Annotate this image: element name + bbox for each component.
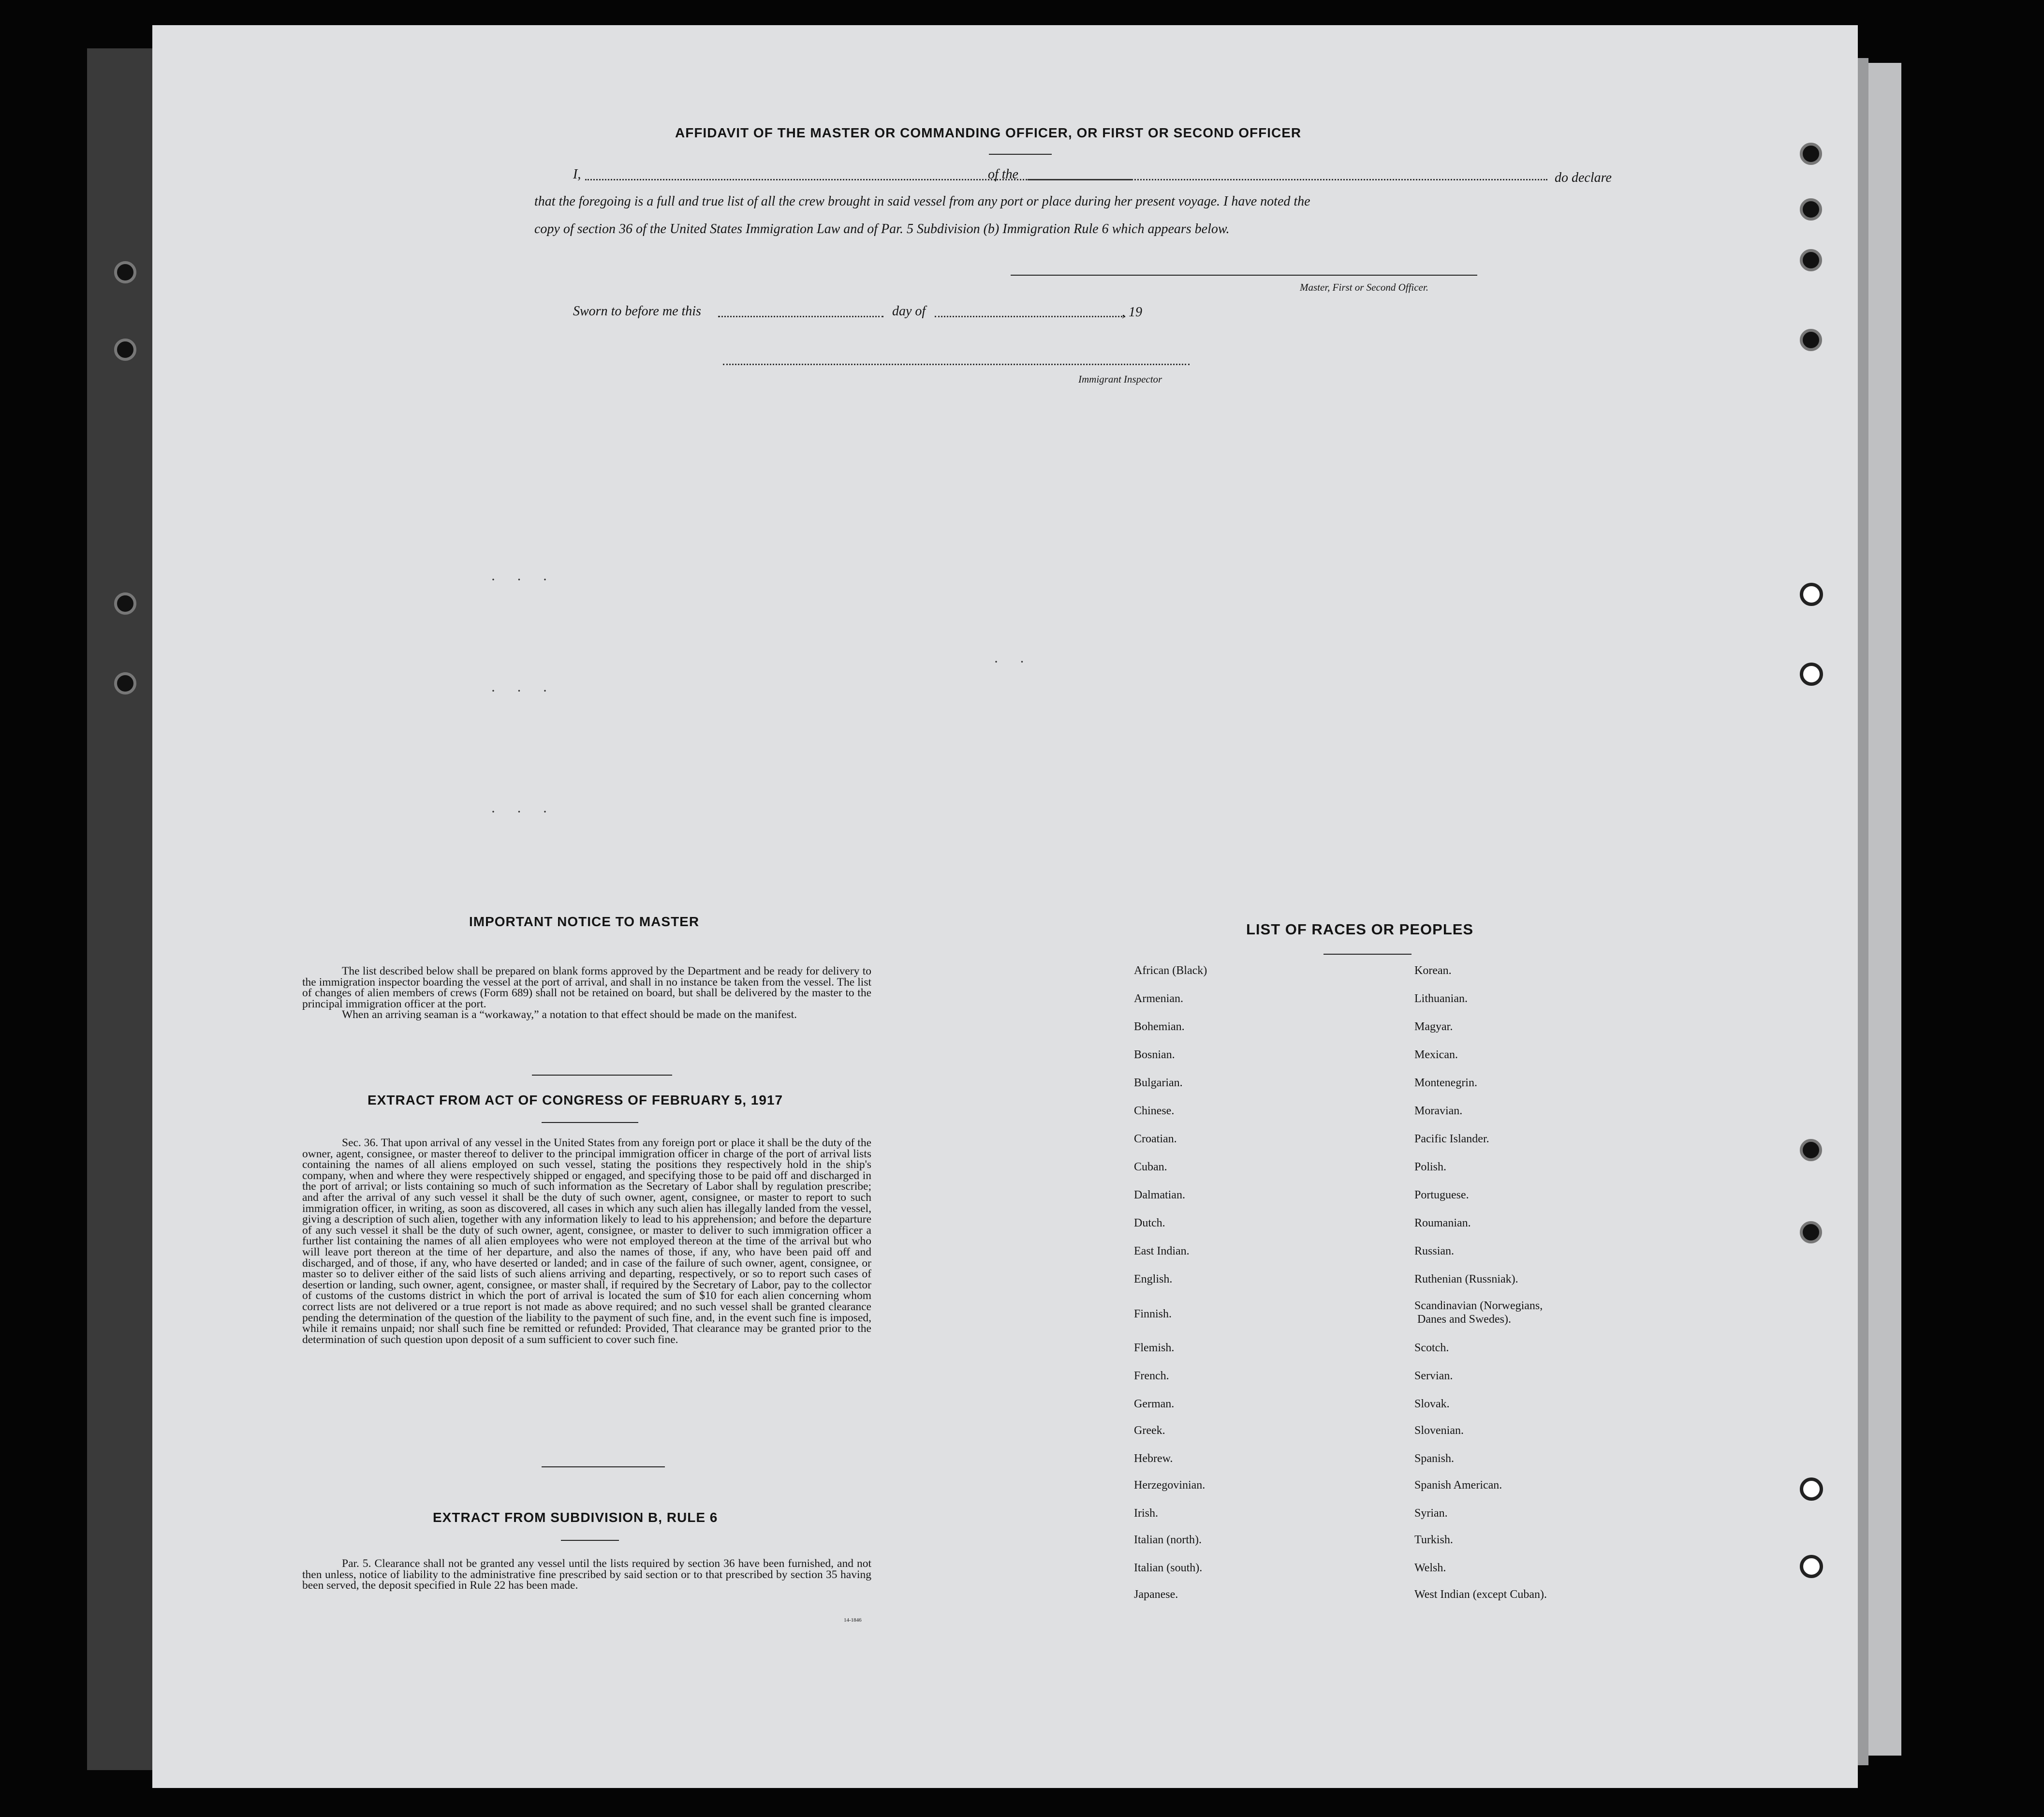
master-signature-line	[1011, 275, 1477, 276]
race-item: Syrian.	[1414, 1507, 1448, 1520]
year-label: , 19	[1122, 305, 1142, 320]
do-declare-label: do declare	[1555, 170, 1612, 185]
sworn-month-line	[935, 316, 1125, 317]
notice-paragraph-1: The list described below shall be prepared on blank forms approved by the Department and be ready for delivery to the immigration inspector boarding the vessel at the port of arrival, and shall in no instance be taken from the vessel. The list of changes of alien members of crews (Form 689) shall not be retained on board, but shall be delivered by the master to the principal immigration officer at the port.	[302, 965, 871, 1010]
race-item: Montenegrin.	[1414, 1077, 1477, 1089]
day-of-label: day of	[892, 304, 926, 319]
race-item: Spanish American.	[1414, 1479, 1502, 1492]
affiant-i-label: I,	[573, 167, 581, 182]
binder-hole	[1800, 1221, 1822, 1243]
race-item: Italian (south).	[1134, 1562, 1203, 1574]
race-item: Hebrew.	[1134, 1452, 1173, 1465]
race-item: Servian.	[1414, 1370, 1453, 1382]
race-item: Irish.	[1134, 1507, 1158, 1520]
race-item: Welsh.	[1414, 1562, 1446, 1574]
race-item: Scotch.	[1414, 1342, 1449, 1354]
binder-hole	[114, 672, 136, 694]
binder-hole	[114, 339, 136, 361]
race-item: Spanish.	[1414, 1452, 1455, 1465]
race-item-continued: Danes and Swedes).	[1417, 1313, 1511, 1326]
notice-title: IMPORTANT NOTICE TO MASTER	[469, 914, 700, 929]
act-extract-text	[302, 1137, 871, 1345]
race-item: Roumanian.	[1414, 1217, 1471, 1229]
binder-hole	[1800, 198, 1822, 221]
race-item: East Indian.	[1134, 1245, 1190, 1257]
race-item: Flemish.	[1134, 1342, 1175, 1354]
race-item: Moravian.	[1414, 1105, 1463, 1117]
sworn-label: Sworn to before me this	[573, 304, 701, 319]
title-underline	[989, 154, 1052, 155]
act-extract-title: EXTRACT FROM ACT OF CONGRESS OF FEBRUARY 5, 1917	[368, 1093, 783, 1108]
binder-hole	[1800, 1555, 1823, 1578]
affidavit-line-3: copy of section 36 of the United States Immigration Law and of Par. 5 Subdivision (b) Immigration Rule 6 which appears below.	[534, 222, 1230, 236]
race-item: Korean.	[1414, 964, 1452, 977]
binder-hole	[1800, 249, 1822, 271]
left-binder-strip	[87, 48, 152, 1770]
race-item: Pacific Islander.	[1414, 1133, 1489, 1145]
notice-text	[302, 966, 871, 1020]
bleed-dots: · · ·	[491, 804, 556, 820]
affidavit-line-2: that the foregoing is a full and true list of all the crew brought in said vessel from any port or place during her present voyage. I have noted the	[534, 194, 1310, 209]
binder-hole	[1800, 583, 1823, 606]
race-item: Dalmatian.	[1134, 1189, 1185, 1201]
race-item: Slovak.	[1414, 1398, 1450, 1410]
binder-hole	[114, 592, 136, 615]
race-item: Herzegovinian.	[1134, 1479, 1206, 1492]
rule-extract-title: EXTRACT FROM SUBDIVISION B, RULE 6	[433, 1510, 718, 1525]
affidavit-title: AFFIDAVIT OF THE MASTER OR COMMANDING OFFICER, OR FIRST OR SECOND OFFICER	[675, 125, 1302, 140]
race-item: Armenian.	[1134, 992, 1183, 1005]
binder-hole	[1800, 1477, 1823, 1501]
race-item: German.	[1134, 1398, 1175, 1410]
inspector-signature-line	[723, 364, 1190, 365]
race-item: Lithuanian.	[1414, 992, 1468, 1005]
rule-paragraph-5: Par. 5. Clearance shall not be granted any vessel until the lists required by section 36 have been furnished, and not then unless, notice of liability to the administrative fine prescribed by said section or to that prescribed by section 35 having been served, the deposit specified in Rule 22 has been made.	[302, 1557, 871, 1592]
race-item: Bulgarian.	[1134, 1077, 1183, 1089]
section-divider	[532, 1075, 672, 1076]
notice-paragraph-2: When an arriving seaman is a “workaway,” a notation to that effect should be made on the manifest.	[342, 1008, 797, 1021]
binder-hole	[1800, 663, 1823, 686]
bleed-dots: · ·	[994, 654, 1033, 670]
race-item: Polish.	[1414, 1161, 1447, 1173]
master-signature-label: Master, First or Second Officer.	[1300, 281, 1428, 293]
race-item: Italian (north).	[1134, 1534, 1202, 1546]
race-item: Greek.	[1134, 1424, 1165, 1437]
race-item: Turkish.	[1414, 1534, 1453, 1546]
binder-hole	[1800, 1139, 1822, 1161]
sworn-day-line	[718, 316, 883, 317]
rule-extract-text	[302, 1558, 871, 1591]
race-item: Slovenian.	[1414, 1424, 1464, 1437]
section-divider	[542, 1466, 665, 1467]
of-the-label: of the	[988, 167, 1018, 182]
page-shadow-right	[1858, 58, 1868, 1765]
race-item: Bohemian.	[1134, 1020, 1185, 1033]
act-section-36: Sec. 36. That upon arrival of any vessel in the United States from any foreign port or place it shall be the duty of the owner, agent, consignee, or master thereof to deliver to the principal immigration officer in charge of the port of arrival lists containing the names of all aliens employed on such vessel, stating the positions they respectively hold in the ship's company, when and where they were respectively shipped or engaged, and specifying those to be paid off and discharged in the port of arrival; or lists containing so much of such information as the Secretary of Labor shall by regulation prescribe; and after the arrival of any such vessel it shall be the duty of such owner, agent, consignee, or master to report to such immigration officer, in writing, as soon as discovered, all cases in which any such alien has illegally landed from the vessel, giving a description of such alien, together with any information likely to lead to his apprehension; and before the departure of any such vessel it shall be the duty of such owner, agent, consignee, or master to deliver to such immigration officer a further list containing the names of all alien employees who were not employed thereon at the time of the arrival but who will leave port thereon at the time of her departure, and also the names of those, if any, who have been paid off and discharged, and of those, if any, who have deserted or landed; and in case of the failure of such owner, agent, consignee, or master so to deliver either of the said lists of such aliens arriving and departing, respectively, or so to report such cases of desertion or landing, such owner, agent, consignee, or master shall, if required by the Secretary of Labor, pay to the collector of customs of the customs district in which the port of arrival is located the sum of $10 for each alien concerning whom correct lists are not delivered or a true report is not made as above required; and no such vessel shall be granted clearance pending the determination of the question of the liability to the payment of such fine, and, in the event such fine is imposed, while it remains unpaid; nor shall such fine be remitted or refunded: Provided, That clearance may be granted prior to the determination of such question upon deposit of a sum sufficient to cover such fine.	[302, 1137, 871, 1346]
races-title-underline	[1323, 954, 1412, 955]
race-item: West Indian (except Cuban).	[1414, 1588, 1547, 1601]
race-item: Croatian.	[1134, 1133, 1177, 1145]
race-item: Bosnian.	[1134, 1049, 1175, 1061]
form-number: 14-1846	[844, 1617, 862, 1623]
act-title-underline	[542, 1122, 638, 1123]
rule-title-underline	[561, 1540, 619, 1541]
race-item: Ruthenian (Russniak).	[1414, 1273, 1518, 1285]
binder-hole	[114, 261, 136, 283]
race-item: Chinese.	[1134, 1105, 1175, 1117]
race-item: Portuguese.	[1414, 1189, 1469, 1201]
binder-hole	[1800, 143, 1822, 165]
race-item: Finnish.	[1134, 1308, 1172, 1320]
binder-hole	[1800, 329, 1822, 351]
race-item: Japanese.	[1134, 1588, 1178, 1601]
race-item: Cuban.	[1134, 1161, 1167, 1173]
bleed-dots: · · ·	[491, 683, 556, 699]
races-title: LIST OF RACES OR PEOPLES	[1246, 921, 1474, 938]
inspector-label: Immigrant Inspector	[1078, 373, 1162, 385]
race-item: English.	[1134, 1273, 1173, 1285]
vessel-name-line	[1028, 179, 1547, 180]
race-item: French.	[1134, 1370, 1169, 1382]
race-item: Magyar.	[1414, 1020, 1453, 1033]
bleed-dots: · · ·	[491, 572, 556, 588]
race-item: African (Black)	[1134, 964, 1207, 977]
race-item: Mexican.	[1414, 1049, 1458, 1061]
manifest-back-page	[152, 25, 1858, 1788]
race-item: Russian.	[1414, 1245, 1455, 1257]
race-item: Scandinavian (Norwegians,	[1414, 1300, 1543, 1312]
race-item: Dutch.	[1134, 1217, 1165, 1229]
